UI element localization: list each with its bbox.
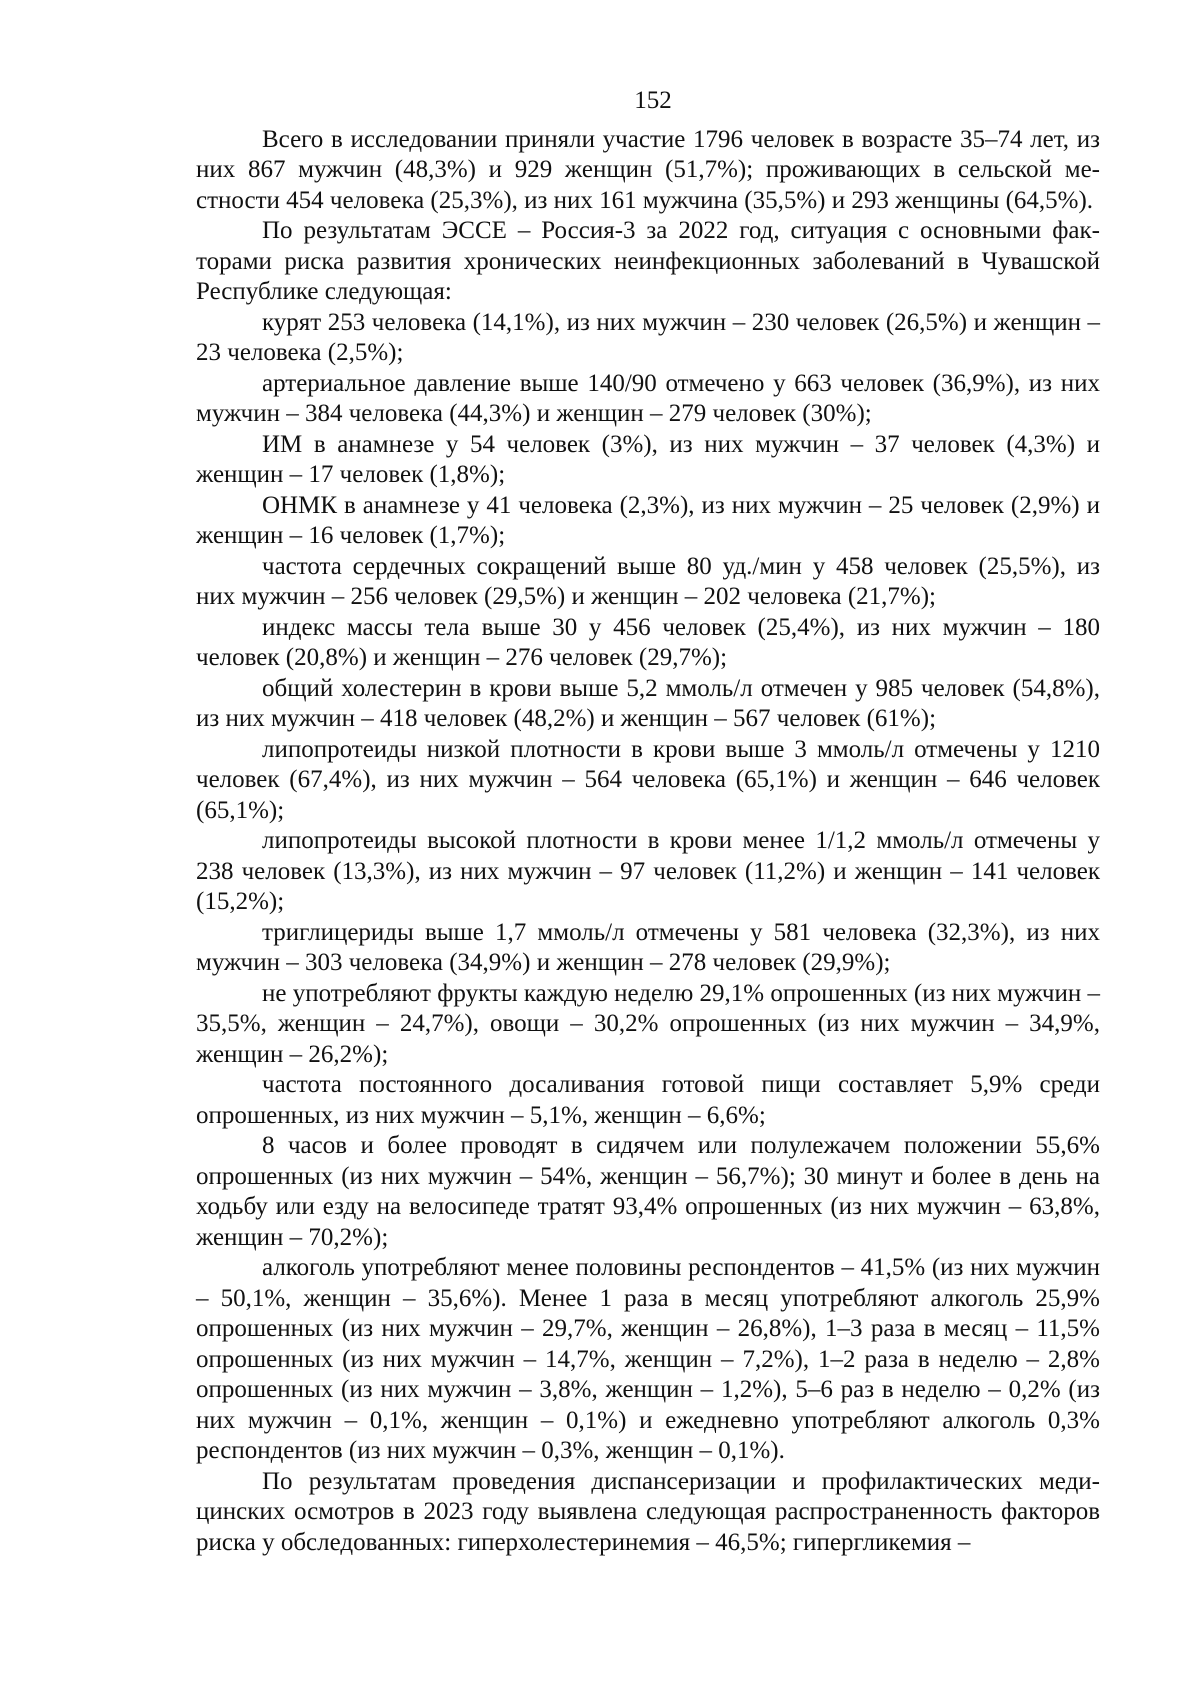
paragraph-blood-pressure: артериальное давление выше 140/90 отмечено у 663 человек (36,9%), из них мужчин – 384 человека (44,3%) и женщин – 279 человек (30%); bbox=[196, 369, 1100, 427]
paragraph-body-mass-index: индекс массы тела выше 30 у 456 человек (25,4%), из них мужчин – 180 человек (20,8%) и женщин – 276 человек (29,7%); bbox=[196, 613, 1100, 671]
paragraph-total-cholesterol: общий холестерин в крови выше 5,2 ммоль/л отмечен у 985 человек (54,8%), из них мужчин – 418 человек (48,2%) и женщин – 567 человек (61%); bbox=[196, 674, 1100, 732]
paragraph-fruits-vegetables: не употребляют фрукты каждую неделю 29,1% опрошенных (из них мужчин – 35,5%, женщин – 24,7%), овощи – 30,2% опрошенных (из них мужчин – 34,9%, женщин – 26,2%); bbox=[196, 979, 1100, 1068]
paragraph-stroke: ОНМК в анамнезе у 41 человека (2,3%), из них мужчин – 25 человек (2,9%) и женщин – 16 человек (1,7%); bbox=[196, 491, 1100, 549]
page-number: 152 bbox=[634, 87, 672, 114]
paragraph-ldl: липопротеиды низкой плотности в крови выше 3 ммоль/л отмечены у 1210 человек (67,4%), из них мужчин – 564 человека (65,1%) и женщин – 646 человек (65,1%); bbox=[196, 735, 1100, 824]
paragraph-study-participants: Всего в исследовании приняли участие 1796 человек в возрасте 35–74 лет, из них 867 мужчин (48,3%) и 929 женщин (51,7%); проживающих в сельской местности 454 человека (25,3%), из них 161 мужчина (35,5%) и 293 женщины (64,5%). bbox=[196, 125, 1100, 214]
paragraph-dispensary-results: По результатам проведения диспансеризации и профилактических медицинских осмотров в 2023 году выявлена следующая распространенность факторов риска у обследованных: гиперхолестеринемия – 46,5%; гипергликемия – bbox=[196, 1467, 1100, 1556]
paragraph-myocardial-infarction: ИМ в анамнезе у 54 человек (3%), из них мужчин – 37 человек (4,3%) и женщин – 17 человек (1,8%); bbox=[196, 430, 1100, 488]
paragraph-physical-activity: 8 часов и более проводят в сидячем или полулежачем положении 55,6% опрошенных (из них мужчин – 54%, женщин – 56,7%); 30 минут и более в день на ходьбу или езду на велосипеде тратят 93,4% опрошенных (из них мужчин – 63,8%, женщин – 70,2%); bbox=[196, 1132, 1100, 1251]
paragraph-alcohol: алкоголь употребляют менее половины респондентов – 41,5% (из них мужчин – 50,1%, женщин – 35,6%). Менее 1 раза в месяц употребляют алкоголь 25,9% опрошенных (из них мужчин – 29,7%, женщин – 26,8%), 1–3 раза в месяц – 11,5% опрошенных (из них мужчин – 14,7%, женщин – 7,2%), 1–2 раза в неделю – 2,8% опрошенных (из них мужчин – 3,8%, женщин – 1,2%), 5–6 раз в неделю – 0,2% (из них мужчин – 0,1%, женщин – 0,1%) и ежедневно употребляют алкоголь 0,3% респондентов (из них мужчин – 0,3%, женщин – 0,1%). bbox=[196, 1254, 1100, 1464]
paragraph-salt: частота постоянного досаливания готовой пищи составляет 5,9% среди опрошенных, из них мужчин – 5,1%, женщин – 6,6%; bbox=[196, 1071, 1100, 1129]
paragraph-esse-results-intro: По результатам ЭССЕ – Россия-3 за 2022 год, ситуация с основными факторами риска развития хронических неинфекционных заболеваний в Чувашской Республике следующая: bbox=[196, 217, 1100, 305]
document-page bbox=[196, 86, 1100, 1558]
paragraph-smoking: курят 253 человека (14,1%), из них мужчин – 230 человек (26,5%) и женщин – 23 человека (2,5%); bbox=[196, 308, 1100, 366]
paragraph-triglycerides: триглицериды выше 1,7 ммоль/л отмечены у 581 человека (32,3%), из них мужчин – 303 человека (34,9%) и женщин – 278 человек (29,9%); bbox=[196, 918, 1100, 976]
paragraph-heart-rate: частота сердечных сокращений выше 80 уд./мин у 458 человек (25,5%), из них мужчин – 256 человек (29,5%) и женщин – 202 человека (21,7%); bbox=[196, 552, 1100, 610]
paragraph-hdl: липопротеиды высокой плотности в крови менее 1/1,2 ммоль/л отмечены у 238 человек (13,3%), из них мужчин – 97 человек (11,2%) и женщин – 141 человек (15,2%); bbox=[196, 827, 1100, 915]
